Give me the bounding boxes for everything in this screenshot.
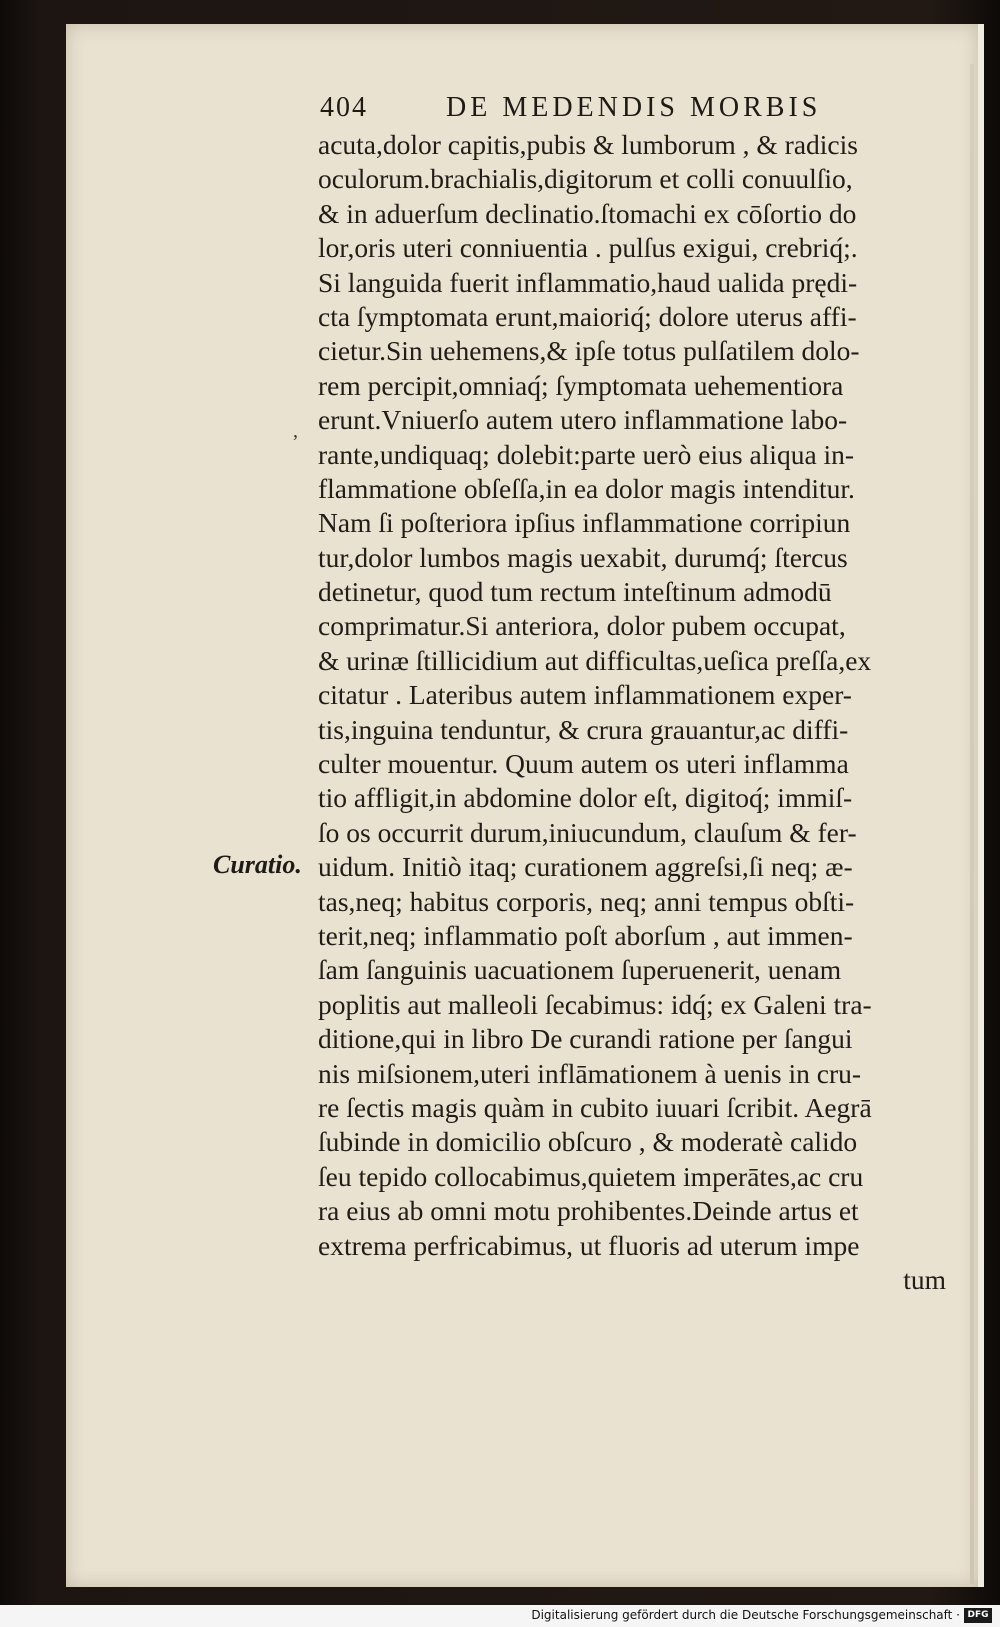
text-line: & urinæ ſtillicidium aut difficultas,ueſica preſſa,ex bbox=[318, 644, 872, 676]
text-line: uidum. Initiò itaq; curationem aggreſsi,ſi neq; æ- bbox=[318, 851, 853, 883]
text-line: ſeu tepido collocabimus,quietem imperātes,ac cru bbox=[318, 1160, 864, 1192]
text-line: cietur.Sin uehemens,& ipſe totus pulſatilem dolo- bbox=[318, 335, 860, 367]
footer-credit: Digitalisierung gefördert durch die Deutsche Forschungsgemeinschaft · bbox=[531, 1608, 960, 1622]
dfg-logo: DFG bbox=[964, 1608, 992, 1623]
text-line: oculorum.brachialis,digitorum et colli conuulſio, bbox=[318, 163, 853, 195]
text-line: poplitis aut malleoli ſecabimus: idq́; ex Galeni tra- bbox=[318, 988, 872, 1020]
text-line: ditione,qui in libro De curandi ratione per ſangui bbox=[318, 1023, 853, 1055]
text-line: & in aduerſum declinatio.ſtomachi ex cōſortio do bbox=[318, 197, 857, 229]
text-line: rem percipit,omniaq́; ſymptomata uehementiora bbox=[318, 369, 844, 401]
text-line: citatur . Lateribus autem inflammationem exper- bbox=[318, 679, 852, 711]
text-line: ſo os occurrit durum,iniucundum, clauſum & fer- bbox=[318, 816, 857, 848]
text-line: detinetur, quod tum rectum inteſtinum admodū bbox=[318, 576, 832, 608]
text-line: ra eius ab omni motu prohibentes.Deinde artus et bbox=[318, 1195, 859, 1227]
text-line: Nam ſi poſteriora ipſius inflammatione corripiun bbox=[318, 507, 851, 539]
text-line: tio affligit,in abdomine dolor eſt, digitoq́; immiſ- bbox=[318, 782, 853, 814]
page-edge bbox=[970, 64, 974, 1584]
text-block bbox=[318, 128, 958, 1297]
text-line: flammatione obſeſſa,in ea dolor magis intenditur. bbox=[318, 472, 855, 504]
text-line: terit,neq; inflammatio poſt aborſum , aut immen- bbox=[318, 919, 853, 951]
text-line: lor,oris uteri conniuentia . pulſus exigui, crebriq́;. bbox=[318, 232, 858, 264]
catchword: tum bbox=[903, 1263, 946, 1295]
text-line: comprimatur.Si anteriora, dolor pubem occupat, bbox=[318, 610, 846, 642]
text-line: tas,neq; habitus corporis, neq; anni tempus obſti- bbox=[318, 885, 855, 917]
text-line: culter mouentur. Quum autem os uteri inflamma bbox=[318, 748, 849, 780]
margin-note: Curatio. bbox=[213, 850, 302, 879]
text-line: ſam ſanguinis uacuationem ſuperuenerit, uenam bbox=[318, 954, 842, 986]
text-line: extrema perfricabimus, ut fluoris ad uterum impe bbox=[318, 1229, 860, 1261]
text-line: acuta,dolor capitis,pubis & lumborum , & radicis bbox=[318, 129, 858, 160]
text-line: Si languida fuerit inflammatio,haud ualida prędi- bbox=[318, 266, 858, 298]
footer-bar bbox=[0, 1605, 1000, 1627]
margin-mark: , bbox=[293, 420, 298, 442]
text-line: cta ſymptomata erunt,maioriq́; dolore uterus affi- bbox=[318, 300, 857, 332]
text-line: tis,inguina tenduntur, & crura grauantur,ac diffi- bbox=[318, 713, 849, 745]
text-line: tur,dolor lumbos magis uexabit, durumq́; ſtercus bbox=[318, 541, 848, 573]
text-line: rante,undiquaq; dolebit:parte uerò eius aliqua in- bbox=[318, 438, 855, 470]
text-line: nis miſsionem,uteri inflāmationem à uenis in cru- bbox=[318, 1057, 862, 1089]
text-line: re ſectis magis quàm in cubito iuuari ſcribit. Aegrā bbox=[318, 1091, 872, 1123]
page-number: 404 bbox=[320, 92, 368, 123]
running-title: DE MEDENDIS MORBIS bbox=[446, 92, 822, 123]
text-line: erunt.Vniuerſo autem utero inflammatione labo- bbox=[318, 404, 848, 436]
text-line: ſubinde in domicilio obſcuro , & moderatè calido bbox=[318, 1126, 858, 1158]
